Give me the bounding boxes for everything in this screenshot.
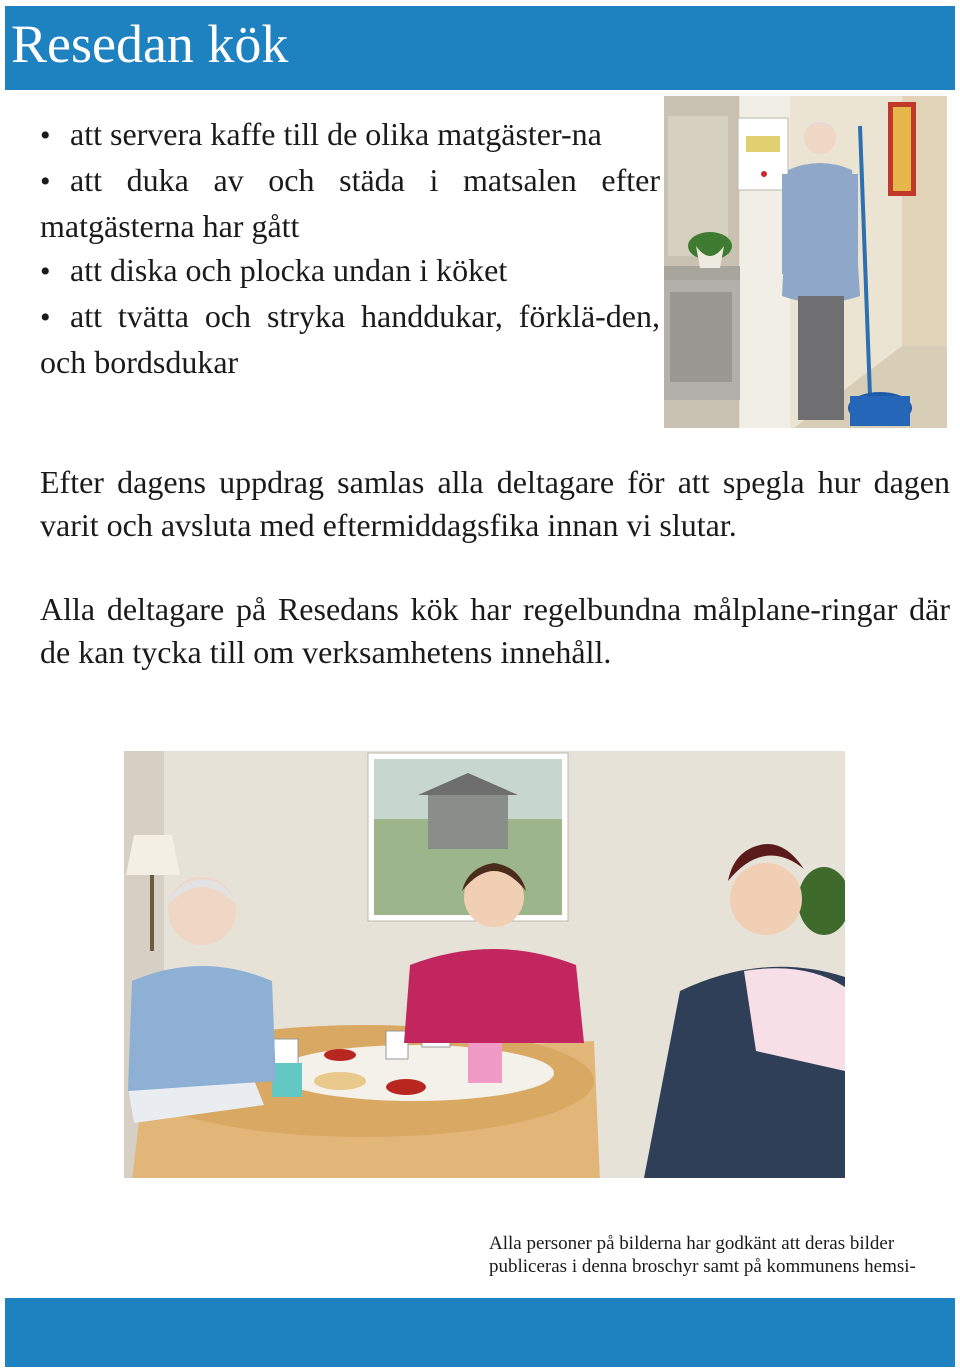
caption-line-1: Alla personer på bilderna har godkänt att deras bilder (489, 1233, 895, 1254)
footer-bar (5, 1298, 955, 1367)
photo-kitchen-worker-illustration (664, 96, 947, 428)
list-item-text: att diska och plocka undan i köket (70, 252, 508, 288)
paragraph-afternoon: Efter dagens uppdrag samlas alla deltagare för att spegla hur dagen varit och avsluta med eftermiddagsfika innan vi slutar. (40, 464, 950, 543)
list-item (40, 248, 660, 294)
list-item-text: att tvätta och stryka handdukar, förklä-den, och bordsdukar (40, 298, 660, 380)
photo-kitchen-worker (664, 96, 947, 428)
page-title: Resedan kök (11, 14, 289, 74)
list-item (40, 294, 660, 384)
task-list (40, 112, 660, 384)
photo-coffee-break-illustration (124, 751, 845, 1178)
list-item (40, 112, 660, 158)
list-item-text: att duka av och städa i matsalen efter matgästerna har gått (40, 162, 660, 244)
bullet-icon: • (40, 119, 51, 152)
list-item (40, 158, 660, 248)
bullet-icon: • (40, 301, 51, 334)
paragraph-goal-planning: Alla deltagare på Resedans kök har regelbundna målplane-ringar där de kan tycka till om verksamhetens innehåll. (40, 591, 950, 670)
photo-consent-caption (489, 1232, 959, 1278)
bullet-icon: • (40, 165, 51, 198)
photo-coffee-break (124, 751, 845, 1178)
list-item-text: att servera kaffe till de olika matgäster-na (70, 116, 602, 152)
bullet-icon: • (40, 255, 51, 288)
caption-line-2: publiceras i denna broschyr samt på kommunens hemsi- (489, 1256, 916, 1277)
header-bar (5, 6, 955, 90)
